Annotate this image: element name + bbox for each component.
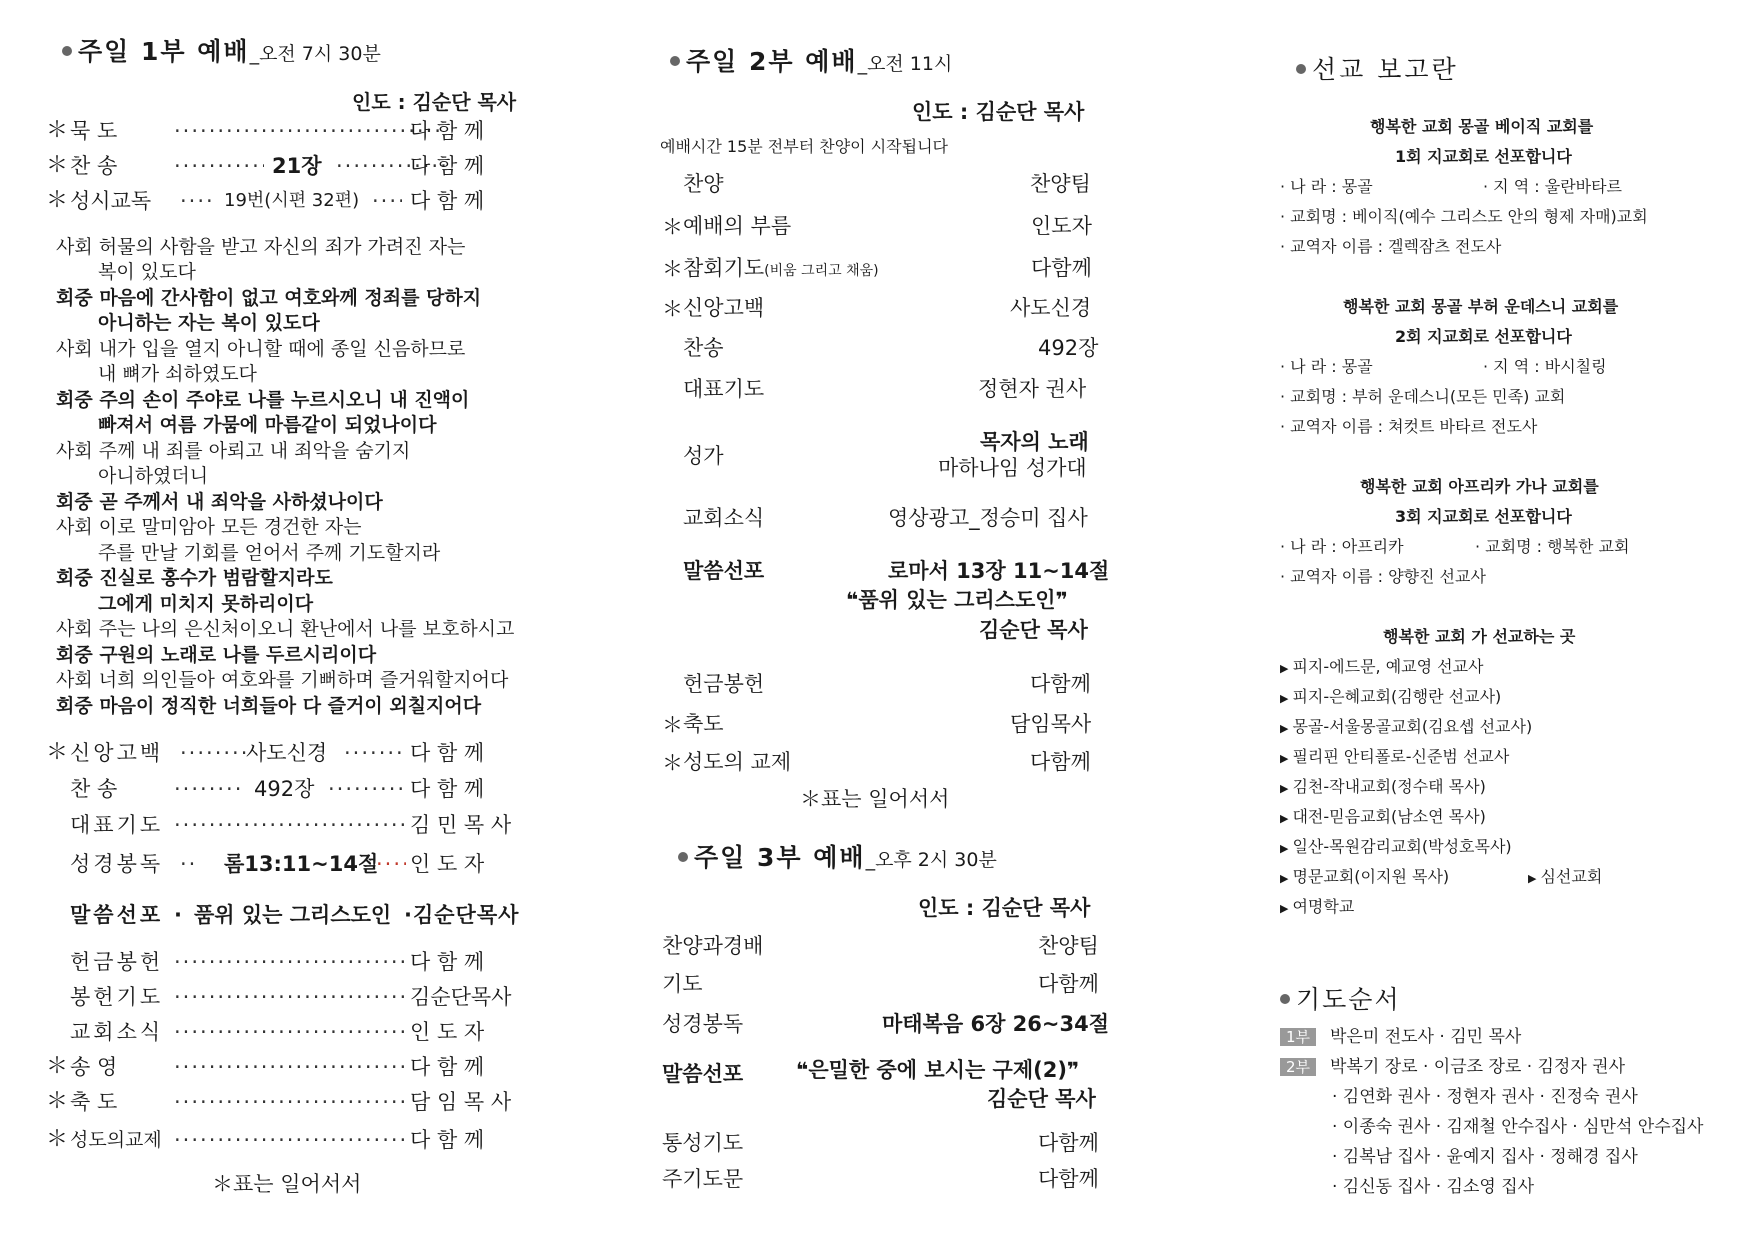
order-label: 축도 bbox=[683, 712, 724, 736]
order-label: 주기도문 bbox=[662, 1167, 744, 1191]
order-mid: 롬13:11~14절 bbox=[224, 852, 379, 876]
order-label: 교회소식 bbox=[70, 1020, 164, 1044]
order-mid: 19번(시편 32편) bbox=[224, 190, 360, 211]
order-who: 김 민 목 사 bbox=[410, 813, 512, 837]
mission-heading: 1회 지교회로 선포합니다 bbox=[1395, 147, 1572, 166]
order-who: 인 도 자 bbox=[410, 852, 485, 876]
prayer-line: · 김신동 집사 · 김소영 집사 bbox=[1332, 1177, 1535, 1197]
mission-title: 선교 보고란 bbox=[1296, 50, 1459, 86]
order-label: 대표기도 bbox=[683, 377, 765, 401]
mission-line: · 나 라 : 몽골 bbox=[1280, 177, 1373, 196]
news-label: 교회소식 bbox=[683, 506, 765, 530]
order-who: 인도자 bbox=[1031, 214, 1092, 238]
reading-line: 회중 주의 손이 주야로 나를 누르시오니 내 진액이 bbox=[56, 389, 470, 411]
triangle-icon: ▶ bbox=[1280, 842, 1289, 855]
mission-heading: 3회 지교회로 선포합니다 bbox=[1395, 507, 1572, 526]
leader-dots bbox=[180, 738, 246, 768]
service3-leader: 인도 : 김순단 목사 bbox=[918, 896, 1091, 920]
reading-line: 회중 마음에 간사함이 없고 여호와께 정죄를 당하지 bbox=[56, 287, 482, 309]
order-who: 김순단목사 bbox=[410, 985, 512, 1009]
reading-line: 사회 너희 의인들아 여호와를 기뻐하며 즐거워할지어다 bbox=[56, 669, 509, 691]
leader-dots bbox=[174, 1125, 408, 1155]
order-who: 492장 bbox=[1038, 336, 1099, 360]
sermon-scripture: 로마서 13장 11~14절 bbox=[888, 559, 1110, 583]
standing-footnote: ＊표는 일어서서 bbox=[212, 1172, 362, 1196]
support-item: ▶ 여명학교 bbox=[1280, 897, 1355, 916]
order-row bbox=[46, 849, 536, 879]
news-who: 영상광고_정승미 집사 bbox=[888, 506, 1088, 530]
order-mid: 사도신경 bbox=[246, 741, 328, 765]
order-who: 다 함 께 bbox=[410, 119, 485, 143]
reading-line: 사회 주는 나의 은신처이오니 환난에서 나를 보호하시고 bbox=[56, 618, 515, 640]
order-who: 다함께 bbox=[1038, 1131, 1099, 1155]
service2-title: 주일 2부 예배_오전 11시 bbox=[670, 42, 952, 78]
support-item: ▶ 피지-에드문, 예교영 선교사 bbox=[1280, 657, 1484, 676]
support-item: ▶ 대전-믿음교회(남소연 목사) bbox=[1280, 807, 1486, 826]
order-label: 찬송 bbox=[683, 336, 724, 360]
choir-title: 목자의 노래 bbox=[980, 430, 1089, 454]
reading-line: 그에게 미치지 못하리이다 bbox=[98, 593, 314, 615]
sermon-label: 말씀선포 bbox=[70, 903, 164, 927]
leader-dots bbox=[174, 116, 444, 146]
triangle-icon: ▶ bbox=[1280, 752, 1289, 765]
leader-dots bbox=[174, 1052, 408, 1082]
order-label: 신앙고백 bbox=[70, 741, 164, 765]
leader-dots bbox=[328, 774, 408, 804]
service-tag: 2부 bbox=[1280, 1058, 1316, 1076]
leader-dots bbox=[174, 810, 408, 840]
sermon-title: 품위 있는 그리스도인 bbox=[194, 903, 392, 927]
bullet-icon bbox=[1280, 994, 1290, 1004]
order-label: 찬 송 bbox=[70, 777, 118, 801]
mission-heading: 행복한 교회 몽골 부허 운데스니 교회를 bbox=[1343, 297, 1619, 316]
mission-line: · 교회명 : 부허 운데스니(모든 민족) 교회 bbox=[1280, 387, 1566, 406]
order-row bbox=[46, 947, 536, 977]
mission-line: · 교역자 이름 : 겔렉잠츠 전도사 bbox=[1280, 237, 1502, 256]
triangle-icon: ▶ bbox=[1280, 902, 1289, 915]
order-label: 축 도 bbox=[70, 1090, 118, 1114]
order-label: 성도의 교제 bbox=[683, 750, 792, 774]
mission-line: · 교역자 이름 : 쳐컷트 바타르 전도사 bbox=[1280, 417, 1538, 436]
mission-line: · 교회명 : 베이직(예수 그리스도 안의 형제 자매)교회 bbox=[1280, 207, 1648, 226]
leader-dots bbox=[344, 738, 404, 768]
reading-line: 빠져서 여름 가뭄에 마름같이 되었나이다 bbox=[98, 414, 437, 436]
sermon-preacher: 김순단 목사 bbox=[979, 618, 1088, 642]
leader-dots bbox=[372, 186, 402, 216]
order-row bbox=[46, 982, 536, 1012]
leader-dots bbox=[180, 186, 216, 216]
reading-line: 회중 곧 주께서 내 죄악을 사하셨나이다 bbox=[56, 491, 383, 513]
order-label: 성시교독 bbox=[70, 189, 152, 213]
triangle-icon: ▶ bbox=[1280, 662, 1289, 675]
sermon-row bbox=[46, 900, 546, 930]
service1-leader: 인도 : 김순단 목사 bbox=[352, 90, 517, 114]
order-who: 다 함 께 bbox=[410, 154, 485, 178]
support-item: ▶ 명문교회(이지원 목사) bbox=[1280, 867, 1450, 886]
service1-title: 주일 1부 예배_오전 7시 30분 bbox=[62, 32, 381, 68]
order-label: 찬 송 bbox=[70, 154, 118, 178]
mission-heading: 행복한 교회 아프리카 가나 교회를 bbox=[1360, 477, 1599, 496]
leader-dots bbox=[174, 151, 264, 181]
reading-line: 내 뼈가 쇠하였도다 bbox=[98, 363, 257, 385]
sermon-sep: · bbox=[174, 903, 182, 927]
order-label: 성도의교제 bbox=[70, 1129, 162, 1151]
order-mid: 21장 bbox=[272, 154, 322, 178]
order-who: 다함께 bbox=[1030, 672, 1091, 696]
leader-dots bbox=[174, 1087, 408, 1117]
support-item: ▶ 몽골-서울몽골교회(김요셉 선교사) bbox=[1280, 717, 1533, 736]
service2-note: 예배시간 15분 전부터 찬양이 시작됩니다 bbox=[660, 137, 948, 156]
prayer-title: 기도순서 bbox=[1280, 980, 1401, 1016]
sermon-label: 말씀선포 bbox=[662, 1062, 744, 1086]
order-who: 정현자 권사 bbox=[978, 377, 1087, 401]
service-tag: 1부 bbox=[1280, 1028, 1316, 1046]
triangle-icon: ▶ bbox=[1528, 872, 1537, 885]
order-row: ＊ 축 도 ····· 담 임 목 사 bbox=[46, 1087, 536, 1117]
order-row: ＊ 묵 도 ····· 다 함 께 bbox=[46, 116, 536, 146]
sermon-title: ❝품위 있는 그리스도인❞ bbox=[846, 588, 1068, 612]
order-who: 다함께 bbox=[1038, 1167, 1099, 1191]
order-label: 헌금봉헌 bbox=[70, 950, 164, 974]
prayer-line: 2부 박복기 장로 · 이금조 장로 · 김정자 권사 bbox=[1280, 1053, 1625, 1082]
support-item: ▶ 심선교회 bbox=[1528, 867, 1603, 886]
reading-line: 사회 주께 내 죄를 아뢰고 내 죄악을 숨기지 bbox=[56, 440, 411, 462]
order-mid: 492장 bbox=[254, 777, 315, 801]
reading-line: 사회 허물의 사함을 받고 자신의 죄가 가려진 자는 bbox=[56, 236, 466, 258]
order-label: 예배의 부름 bbox=[683, 214, 792, 238]
order-label: 대표기도 bbox=[70, 813, 164, 837]
prayer-line: · 김연화 권사 · 정현자 권사 · 진정숙 권사 bbox=[1332, 1087, 1638, 1107]
order-who: 다함께 bbox=[1030, 750, 1091, 774]
choir-name: 마하나임 성가대 bbox=[938, 456, 1087, 480]
order-who: 다 함 께 bbox=[410, 189, 485, 213]
support-item: ▶ 필리핀 안티폴로-신준범 선교사 bbox=[1280, 747, 1510, 766]
triangle-icon: ▶ bbox=[1280, 872, 1289, 885]
triangle-icon: ▶ bbox=[1280, 782, 1289, 795]
reading-line: 회중 구원의 노래로 나를 두르시리이다 bbox=[56, 644, 377, 666]
bullet-icon bbox=[678, 852, 688, 862]
sermon-label: 말씀선포 bbox=[683, 559, 765, 583]
order-label: 묵 도 bbox=[70, 119, 118, 143]
order-row: ＊ 송 영 ····· 다 함 께 bbox=[46, 1052, 536, 1082]
support-item: ▶ 일산-목원감리교회(박성호목사) bbox=[1280, 837, 1512, 856]
order-row: ＊ 찬 송 ····· 21장 ····· 다 함 께 bbox=[46, 151, 536, 181]
order-label: 성경봉독 bbox=[662, 1012, 744, 1036]
reading-line: 회중 진실로 홍수가 범람할지라도 bbox=[56, 567, 333, 589]
prayer-line: · 김복남 집사 · 윤예지 집사 · 정해경 집사 bbox=[1332, 1147, 1638, 1167]
leader-dots bbox=[180, 849, 196, 879]
leader-dots bbox=[174, 1017, 408, 1047]
reading-line: 복이 있도다 bbox=[98, 261, 196, 283]
order-who: 마태복음 6장 26~34절 bbox=[882, 1012, 1109, 1036]
triangle-icon: ▶ bbox=[1280, 722, 1289, 735]
order-label: 헌금봉헌 bbox=[683, 672, 765, 696]
sermon-title: ❝은밀한 중에 보시는 구제(2)❞ bbox=[796, 1058, 1080, 1082]
order-label: 송 영 bbox=[70, 1055, 118, 1079]
order-who: 다 함 께 bbox=[410, 741, 485, 765]
mission-line: · 나 라 : 몽골 bbox=[1280, 357, 1373, 376]
reading-line: 회중 마음이 정직한 너희들아 다 즐거이 외칠지어다 bbox=[56, 695, 482, 717]
bullet-icon bbox=[1296, 64, 1306, 74]
reading-line: 사회 내가 입을 열지 아니할 때에 종일 신음하므로 bbox=[56, 338, 466, 360]
leader-dots bbox=[376, 849, 406, 879]
service2-leader: 인도 : 김순단 목사 bbox=[912, 100, 1085, 124]
order-row bbox=[46, 1017, 536, 1047]
sermon-preacher: ·김순단목사 bbox=[404, 903, 520, 927]
leader-dots bbox=[174, 982, 408, 1012]
triangle-icon: ▶ bbox=[1280, 812, 1289, 825]
standing-footnote: ＊표는 일어서서 bbox=[800, 787, 950, 811]
order-label: 봉헌기도 bbox=[70, 985, 164, 1009]
order-who: 다 함 께 bbox=[410, 950, 485, 974]
reading-line: 아니하는 자는 복이 있도다 bbox=[98, 312, 320, 334]
order-label: 성경봉독 bbox=[70, 852, 164, 876]
bullet-icon bbox=[62, 46, 72, 56]
order-label: 찬양과경배 bbox=[662, 934, 764, 958]
triangle-icon: ▶ bbox=[1280, 692, 1289, 705]
order-who: 찬양팀 bbox=[1030, 172, 1091, 196]
order-who: 다 함 께 bbox=[410, 1128, 485, 1152]
reading-line: 아니하였더니 bbox=[98, 465, 209, 487]
order-label: 참회기도(비움 그리고 채움) bbox=[683, 256, 879, 280]
mission-heading: 2회 지교회로 선포합니다 bbox=[1395, 327, 1572, 346]
order-label: 찬양 bbox=[683, 172, 724, 196]
support-item: ▶ 피지-은혜교회(김행란 선교사) bbox=[1280, 687, 1502, 706]
reading-line: 사회 이로 말미암아 모든 경건한 자는 bbox=[56, 516, 362, 538]
mission-line: · 교회명 : 행복한 교회 bbox=[1475, 537, 1630, 556]
order-who: 담 임 목 사 bbox=[410, 1090, 512, 1114]
order-who: 다함께 bbox=[1038, 972, 1099, 996]
order-row bbox=[46, 810, 536, 840]
order-row: ＊ 성시교독 ····· 19번(시편 32편) ····· 다 함 께 bbox=[46, 186, 536, 216]
order-who: 다함께 bbox=[1031, 256, 1092, 280]
reading-line: 주를 만날 기회를 얻어서 주께 기도할지라 bbox=[98, 542, 441, 564]
leader-dots bbox=[174, 774, 244, 804]
leader-dots bbox=[174, 947, 408, 977]
order-label: 통성기도 bbox=[662, 1131, 744, 1155]
order-who: 사도신경 bbox=[1010, 296, 1092, 320]
order-who: 찬양팀 bbox=[1038, 934, 1099, 958]
bullet-icon bbox=[670, 56, 680, 66]
order-who: 다 함 께 bbox=[410, 1055, 485, 1079]
order-label: 기도 bbox=[662, 972, 703, 996]
mission-line: · 지 역 : 바시칠링 bbox=[1483, 357, 1607, 376]
choir-label: 성가 bbox=[683, 444, 724, 468]
prayer-line: 1부 박은미 전도사 · 김민 목사 bbox=[1280, 1023, 1521, 1052]
mission-line: · 교역자 이름 : 양향진 선교사 bbox=[1280, 567, 1486, 586]
support-heading: 행복한 교회 가 선교하는 곳 bbox=[1383, 627, 1576, 646]
mission-heading: 행복한 교회 몽골 베이직 교회를 bbox=[1370, 117, 1594, 136]
prayer-line: · 이종숙 권사 · 김재철 안수집사 · 심만석 안수집사 bbox=[1332, 1117, 1704, 1137]
mission-line: · 나 라 : 아프리카 bbox=[1280, 537, 1404, 556]
order-who: 담임목사 bbox=[1010, 712, 1092, 736]
order-who: 인 도 자 bbox=[410, 1020, 485, 1044]
service3-title: 주일 3부 예배_오후 2시 30분 bbox=[678, 838, 997, 874]
order-label: 신앙고백 bbox=[683, 296, 765, 320]
support-item: ▶ 김천-작내교회(정수태 목사) bbox=[1280, 777, 1486, 796]
order-row: ＊ 성도의교제 ····· 다 함 께 bbox=[46, 1125, 536, 1155]
order-row: ＊ 신앙고백 ····· 사도신경 ····· 다 함 께 bbox=[46, 738, 536, 768]
order-who: 다 함 께 bbox=[410, 777, 485, 801]
mission-line: · 지 역 : 울란바타르 bbox=[1483, 177, 1623, 196]
sermon-preacher: 김순단 목사 bbox=[987, 1087, 1096, 1111]
order-row bbox=[46, 774, 536, 804]
